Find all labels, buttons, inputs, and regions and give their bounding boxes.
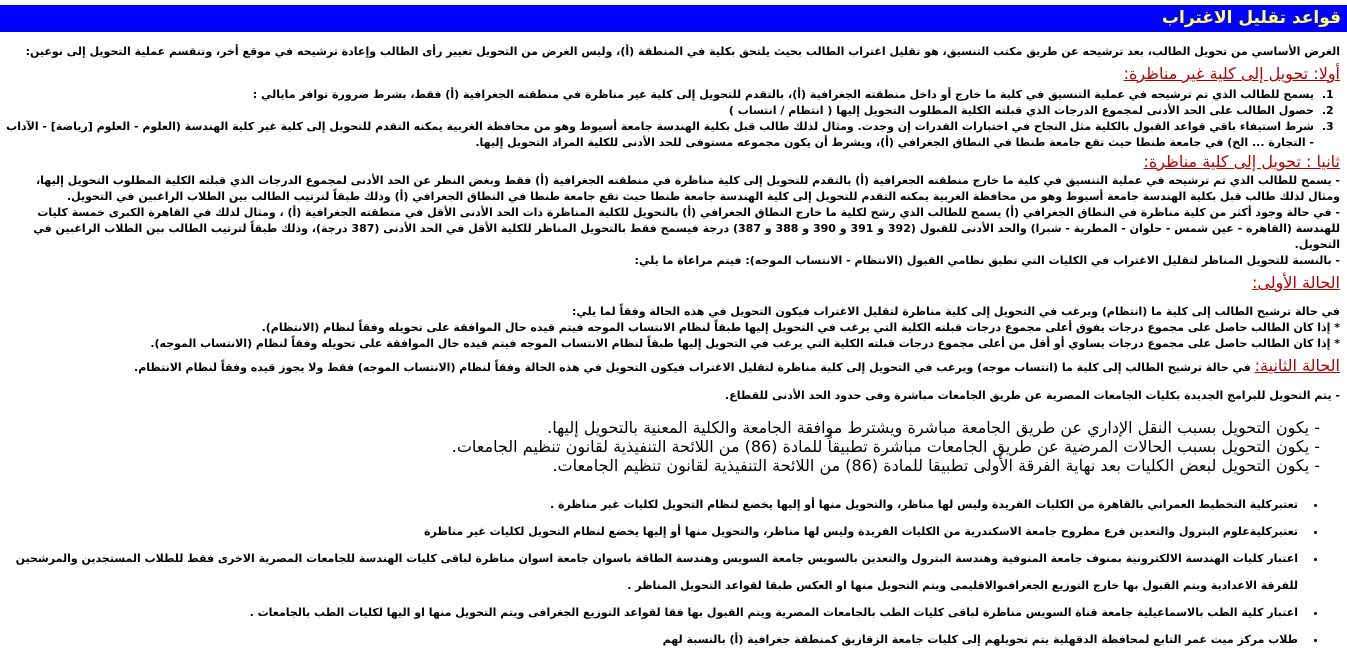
case1-line: * إذا كان الطالب حاصل على مجموع درجات يفوق أعلى مجموع درجات قبلته الكلية التي يرغب في التحويل إليها طبقاً لنظام الانتساب الموجه فيتم قيده حال الموافقة على تحويله وفقاً لنظام (الانتظام). <box>261 321 1340 334</box>
direct-transfer-text: يكون التحويل بسبب النقل الإداري عن طريق الجامعة مباشرة ويشترط موافقة الجامعة والكلية المعنية بالتحويل إليها. <box>547 418 1310 437</box>
section1-item: 1. يسمح للطالب الذي تم ترشيحه في عملية التنسيق في كلية ما خارج أو داخل منطقته الجغرافية (أ)، بالتقدم للتحويل إلى كلية غير مناظرة في منطقته الجغرافية (أ) فقط، بشرط ضرورة توافر مايالي : <box>5 87 1318 103</box>
page-title: قواعد تقليل الاغتراب <box>0 5 1347 32</box>
direct-transfer-item: - يكون التحويل بسبب النقل الإداري عن طريق الجامعة مباشرة ويشترط موافقة الجامعة والكلية المعنية بالتحويل إليها. <box>547 418 1320 437</box>
document-body <box>0 44 1347 653</box>
section2-paragraph: - يسمح للطالب الذي تم ترشيحه في عملية التنسيق في كلية ما خارج منطقته الجغرافية (أ) بالتقدم للتحويل إلى كلية مناظرة في منطقته الجغرافية (أ) فقط وبغض النظر عن الحد الأدنى لمجموع الدرجات الذي قبلته الكلية المطلوب التحويل إليها، ومثال لذلك طالب قبل بكلية الهندسة جامعة أسيوط وهو من محافظة الغربية يمكنه التقدم للتحويل إلى كلية الهندسة جامعة طنطا حيث تقع جامعة طنطا في النطاق الجغرافي (أ) وذلك طبقاً لترتيب الطالب بين الطلاب الراغبين في التحويل. <box>35 174 1340 203</box>
direct-transfer-item: - يكون التحويل بسبب الحالات المرضية عن طريق الجامعات مباشرة تطبيقاً للمادة (86) من اللائحة التنفيذية لقانون تنظيم الجامعات. <box>451 437 1320 456</box>
case1-line: * إذا كان الطالب حاصل على مجموع درجات يساوي أو أقل من أعلى مجموع درجات قبلته الكلية التي يرغب في التحويل إليها طبقاً لنظام الانتساب الموجه فيتم قيده حال الموافقة على تحويله وفقاً لنظام (الانتساب الموجه). <box>150 337 1340 350</box>
direct-transfer-text: يكون التحويل لبعض الكليات بعد نهاية الفرقة الأولى تطبيقا للمادة (86) من اللائحة التنفيذية لقانون تنظيم الجامعات. <box>552 456 1310 475</box>
rules-bullet-list <box>5 491 1340 653</box>
section1-item: 2. حصول الطالب على الحد الأدنى لمجموع الدرجات الذي قبلته الكلية المطلوب التحويل إليها ( انتظام / انتساب ) <box>5 103 1318 119</box>
case1-heading: الحالة الأولى: <box>1252 273 1340 292</box>
section2-heading: ثانيا : تحويل إلى كلية مناظرة: <box>1143 152 1340 171</box>
new-programs-paragraph: - يتم التحويل للبرامج الجديدة بكليات الجامعات المصرية عن طريق الجامعات مباشرة وفى حدود الحد الأدنى للقطاع. <box>725 389 1340 402</box>
intro-paragraph: الغرض الأساسي من تحويل الطالب، بعد ترشيحه عن طريق مكتب التنسيق، هو تقليل اغتراب الطالب بحيث يلتحق بكلية في المنطقة (أ)، وليس الغرض من التحويل تغيير رأى الطالب وإعادة ترشيحه في موقع أخر، وتنقسم عملية التحويل إلى نوعين: <box>25 45 1340 58</box>
rule-bullet: • طلاب مركز ميت غمر التابع لمحافظة الدقهلية يتم تحويلهم إلى كليات جامعة الزقازيق كمنطقة جغرافية (أ) بالنسبة لهم <box>5 626 1304 653</box>
rule-bullet: • تعتبركلية التخطيط العمراني بالقاهرة من الكليات الفريدة وليس لها مناظر، والتحويل منها أو إليها يخضع لنظام التحويل لكليات غير مناظرة . <box>5 491 1304 518</box>
direct-transfer-item: - يكون التحويل لبعض الكليات بعد نهاية الفرقة الأولى تطبيقا للمادة (86) من اللائحة التنفيذية لقانون تنظيم الجامعات. <box>552 456 1320 475</box>
case2-text: في حالة ترشيح الطالب إلى كلية ما (انتساب موجه) ويرغب في التحويل إلى كلية مناظرة لتقليل الاغتراب فيكون التحويل في هذه الحالة وفقاً لنظام (الانتساب الموجه) فقط ولا يجوز قيده وفقاً لنظام الانتظام. <box>134 361 1255 374</box>
section2-paragraph: - في حالة وجود أكثر من كلية مناظرة في النطاق الجغرافي (أ) يسمح للطالب الذي رشح لكلية ما خارج النطاق الجغرافي (أ) بالتحويل للكلية المناظرة ذات الحد الأدنى الأقل في منطقته الجغرافية (أ) ، ومثال لذلك في القاهرة الكبرى خمسة كليات للهندسة (القاهرة - عين شمس - حلوان - المطرية - شبرا) والحد الأدنى للقبول (392 و 391 و 390 و 388 و 387) درجة فيسمح فقط بالتحويل المناظر للكلية الأقل في الحد الأدنى (387 درجة)، وذلك طبقاً لترتيب الطالب بين الطلاب الراغبين في التحويل. <box>33 206 1340 251</box>
section1-item: 3. شرط استيفاء باقي قواعد القبول بالكلية مثل النجاح في اختبارات القدرات إن وجدت. ومثال لذلك طالب قبل بكلية الهندسة جامعة أسيوط وهو من محافظة الغربية يمكنه التقدم للتحويل إلى كلية غير كلية الهندسة (العلوم - العلوم [رياضة] - الآداب - التجارة ... الخ) في جامعة طنطا حيث تقع جامعة طنطا في النطاق الجغرافي (أ)، ويشرط أن يكون مجموعه مستوفى للحد الأدنى للكلية المراد التحويل إليها. <box>5 119 1318 151</box>
direct-transfer-text: يكون التحويل بسبب الحالات المرضية عن طريق الجامعات مباشرة تطبيقاً للمادة (86) من اللائحة التنفيذية لقانون تنظيم الجامعات. <box>451 437 1310 456</box>
case2-paragraph <box>5 358 1340 376</box>
rule-bullet: • تعتبركليةعلوم البترول والتعدين فرع مطروح جامعة الاسكندرية من الكليات الفريدة وليس لها مناظر، والتحويل منها أو إليها يخضع لنظام التحويل لكليات غير مناظرة <box>5 518 1304 545</box>
rule-bullet: • اعتبار كليات الهندسة الالكترونية بمنوف جامعة المنوفية وهندسة البترول والتعدين بالسويس جامعة السويس وهندسة الطاقة باسوان جامعة اسوان مناظرة لباقى كليات الهندسة للجامعات المصرية الاخرى فقط للطلاب المستجدين والمرشحين للفرقة الاعدادية ويتم القبول بها خارج التوزيع الجغرافىوالاقليمى ويتم التحويل منها او العكس طبقا لقواعد التحويل المناظر . <box>5 545 1304 599</box>
section1-heading: أولا: تحويل إلى كلية غير مناظرة: <box>1123 64 1340 83</box>
direct-transfers-list <box>5 418 1340 475</box>
rule-bullet: • اعتبار كلية الطب بالاسماعيلية جامعة قناة السويس مناظرة لباقى كليات الطب بالجامعات المصرية ويتم القبول بها فقا لقواعد التوزيع الجغرافى ويتم التحويل منها او اليها لكليات الطب بالجامعات . <box>5 599 1304 626</box>
section2-paragraph: - بالنسبة للتحويل المناظر لتقليل الاغتراب في الكليات التي تطبق نظامي القبول (الانتظام - الانتساب الموجه): فيتم مراعاة ما يلي: <box>634 254 1340 267</box>
case1-line: في حالة ترشيح الطالب إلى كلية ما (انتظام) ويرغب في التحويل إلى كلية مناظرة لتقليل الاغتراب فيكون التحويل في هذه الحالة وفقاً لما يلي: <box>572 305 1340 318</box>
case2-heading: الحالة الثانية: <box>1254 356 1340 375</box>
section1-list <box>5 87 1340 151</box>
